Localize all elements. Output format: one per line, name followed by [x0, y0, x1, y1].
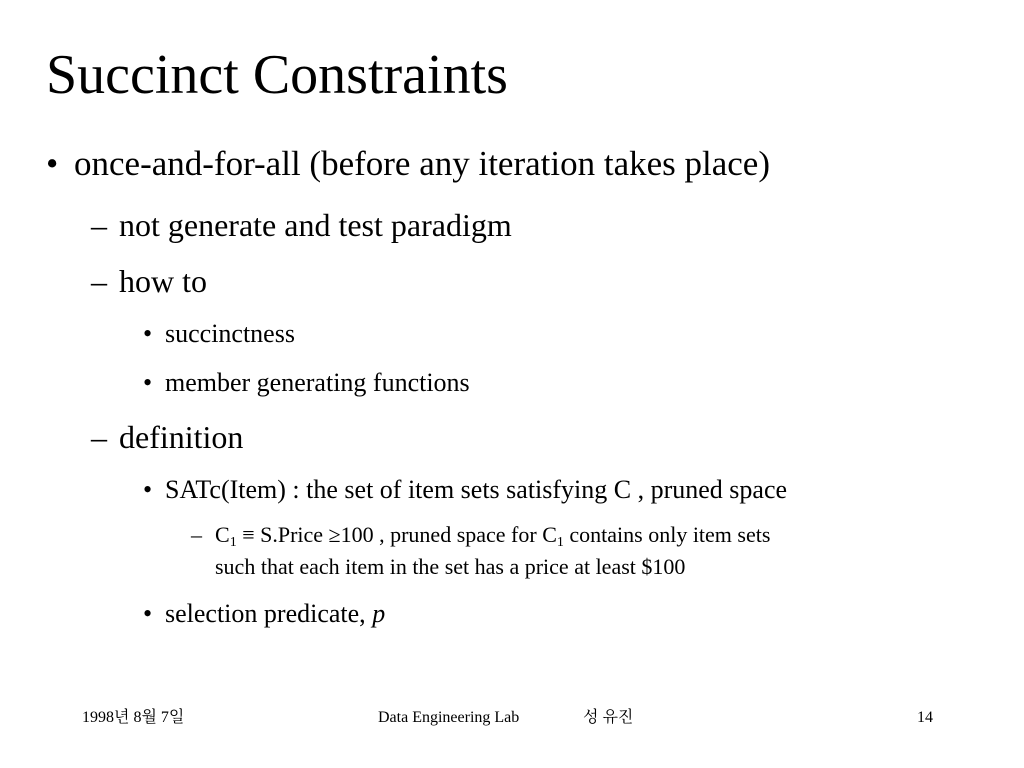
- c1-constraint-text: ≡ S.Price ≥100 , pruned space for C: [236, 522, 557, 547]
- footer-author: 성 유진: [583, 709, 634, 726]
- footer-date: 1998년 8월 7일: [82, 709, 185, 726]
- dash-marker: –: [191, 522, 202, 547]
- bullet-satc-definition: SATc(Item) : the set of item sets satisfying C , pruned space: [165, 475, 788, 504]
- bullet-once-and-for-all: once-and-for-all (before any iteration takes place): [74, 144, 771, 183]
- bullet-c1-example-continued: such that each item in the set has a price at least $100: [215, 554, 686, 579]
- bullet-member-generating-functions: member generating functions: [165, 368, 470, 397]
- c1-tail-text: contains only item sets: [563, 522, 771, 547]
- bullet-marker: •: [143, 599, 153, 628]
- bullet-marker: •: [143, 475, 153, 504]
- c1-subscript-second: 1: [556, 535, 564, 550]
- dash-marker: –: [91, 419, 107, 455]
- bullet-marker: •: [143, 368, 153, 397]
- bullet-marker: •: [46, 144, 59, 183]
- bullet-succinctness: succinctness: [165, 319, 295, 348]
- bullet-selection-predicate: [165, 598, 385, 630]
- dash-marker: –: [91, 263, 107, 299]
- bullet-c1-example: [215, 520, 770, 550]
- footer-lab: Data Engineering Lab: [378, 709, 520, 726]
- selection-predicate-text: selection predicate,: [165, 599, 373, 628]
- bullet-how-to: how to: [119, 263, 207, 299]
- footer-page-number: 14: [917, 709, 933, 726]
- c1-subscript: 1: [229, 535, 237, 550]
- bullet-marker: •: [143, 319, 153, 348]
- bullet-not-generate-and-test: not generate and test paradigm: [119, 207, 512, 243]
- c1-symbol: C: [215, 522, 230, 547]
- predicate-variable: p: [372, 599, 386, 628]
- slide-title: Succinct Constraints: [46, 44, 508, 106]
- dash-marker: –: [91, 207, 107, 243]
- bullet-definition: definition: [119, 419, 244, 455]
